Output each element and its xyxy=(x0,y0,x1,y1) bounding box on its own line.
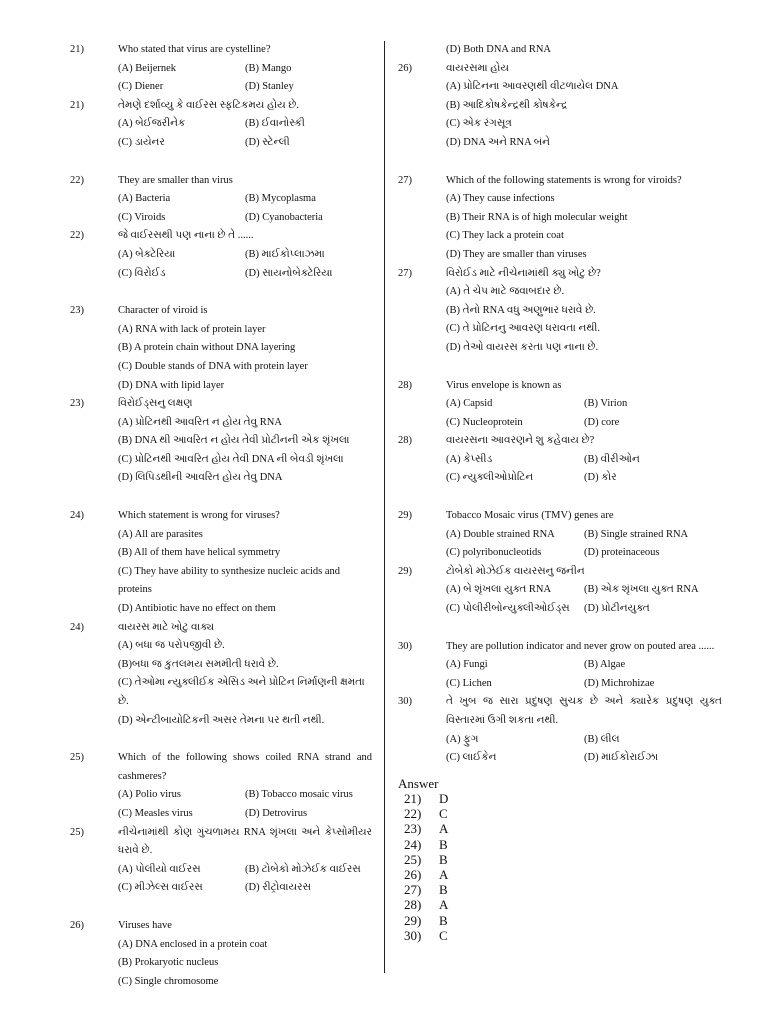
option-list xyxy=(118,637,372,730)
option-item: (D) સ્ટેન્લી xyxy=(245,136,290,148)
option-item: (D) માઈકોરાઈઝા xyxy=(584,752,659,764)
option-item: (B) Prokaryotic nucleus xyxy=(118,957,219,969)
option-item: (B) ઈવાનોસ્કી xyxy=(245,118,305,130)
question-block xyxy=(398,265,722,358)
option-item: (C) ન્યુક્લીઓપ્રોટિન xyxy=(446,472,534,484)
question-block xyxy=(70,302,372,395)
option-item: (C) તેઓમા ન્યુક્લીઈક એસિડ અને પ્રોટિન નિર્માણની ક્ષમતા છે. xyxy=(118,677,365,707)
answer-row xyxy=(398,821,722,836)
option-item: (B) ટોબેકો મોઝેઈક વાઈરસ xyxy=(245,863,361,875)
option-item: (C) Diener xyxy=(118,81,164,93)
option-item: (C) They have ability to synthesize nucleic acids and proteins xyxy=(118,565,340,596)
option-list xyxy=(118,115,372,152)
right-question-list xyxy=(398,41,722,768)
option-item: (D) proteinaceous xyxy=(584,547,660,559)
answer-row xyxy=(398,806,722,821)
option-item: (D) core xyxy=(584,416,620,428)
question-text: વાયરસમા હોય xyxy=(446,62,509,74)
option-item: (D) લિપિડથીની આવરિત હોય તેવુ DNA xyxy=(118,472,283,484)
question-text: They are pollution indicator and never grow on pouted area ...... xyxy=(446,640,715,652)
option-item: (A) તે ચેપ માટે જવાબદાર છે. xyxy=(446,286,565,298)
option-list xyxy=(446,526,722,563)
option-item: (A) All are parasites xyxy=(118,528,203,540)
option-item: (B) Their RNA is of high molecular weight xyxy=(446,211,628,223)
answer-number: 23) xyxy=(404,821,422,837)
option-item: (D) DNA with lipid layer xyxy=(118,379,225,391)
option-list xyxy=(446,78,722,152)
spacer xyxy=(70,730,372,749)
answer-row xyxy=(398,928,722,943)
answer-key-title: Answer xyxy=(398,775,439,791)
answer-number: 28) xyxy=(404,897,422,913)
question-number: 23) xyxy=(70,305,84,317)
option-item: (D) Detrovirus xyxy=(245,807,308,819)
answer-number: 21) xyxy=(404,790,422,806)
question-number: 29) xyxy=(398,510,412,522)
question-block xyxy=(70,395,372,488)
option-item: (C) ડાયેનર xyxy=(118,136,165,148)
question-text: તે ખુબ જ સારા પ્રદુષણ સુચક છે અને ક્યારેક પ્રદુષણ યુક્ત વિસ્તારમાં ઉગી શકતા નથી. xyxy=(446,696,722,726)
left-column xyxy=(70,41,372,991)
option-item: (C) તે પ્રોટિનનુ આવરણ ધરાવતા નથી. xyxy=(446,323,601,335)
question-block xyxy=(398,60,722,153)
option-item: (D) Antibiotic have no effect on them xyxy=(118,603,276,615)
answer-value: B xyxy=(439,836,448,852)
answer-row xyxy=(398,867,722,882)
option-item: (D) પ્રોટીનયુક્ત xyxy=(584,603,650,615)
option-item: (C) પોલીરીબોન્યુક્લીઓઈડ્સ xyxy=(446,603,570,615)
option-item: (D) તેઓ વાયરસ કરતા પણ નાના છે. xyxy=(446,341,599,353)
answer-number: 26) xyxy=(404,867,422,882)
option-item: (D) Michrohizae xyxy=(584,677,655,689)
option-list xyxy=(118,190,372,227)
spacer xyxy=(398,358,722,377)
option-item: (C) Lichen xyxy=(446,677,492,689)
question-number: 23) xyxy=(70,398,84,410)
question-block xyxy=(70,619,372,731)
answer-row xyxy=(398,897,722,912)
question-number: 21) xyxy=(70,99,84,111)
question-block xyxy=(398,638,722,694)
option-list xyxy=(446,283,722,357)
answer-value: A xyxy=(439,867,449,882)
question-block xyxy=(398,172,722,265)
question-text: Virus envelope is known as xyxy=(446,379,562,391)
option-item: (A) Fungi xyxy=(446,659,488,671)
question-number: 30) xyxy=(398,696,412,708)
spacer xyxy=(398,619,722,638)
option-item: (B) Virion xyxy=(584,398,628,410)
option-item: (A) બધા જ પરોપજીવી છે. xyxy=(118,640,225,652)
option-list xyxy=(118,414,372,488)
option-item: (A) RNA with lack of protein layer xyxy=(118,323,266,335)
option-list xyxy=(118,60,372,97)
option-item: (D) Stanley xyxy=(245,81,294,93)
question-text: Tobacco Mosaic virus (TMV) genes are xyxy=(446,510,614,522)
question-number: 28) xyxy=(398,435,412,447)
option-list xyxy=(446,451,722,488)
option-item: (B) તેનો RNA વધુ અણુભાર ધરાવે છે. xyxy=(446,304,596,316)
question-text: Which statement is wrong for viruses? xyxy=(118,510,280,522)
option-item: (C) પ્રોટિનથી આવરિત હોય તેવી DNA ની બેવડી શૃંખલા xyxy=(118,453,344,465)
option-item: (B) Algae xyxy=(584,659,626,671)
option-item: (D) DNA અને RNA બંને xyxy=(446,136,550,148)
option-list xyxy=(118,936,372,992)
question-number: 27) xyxy=(398,174,412,186)
question-text: વિરોઈડ્સનુ લક્ષણ xyxy=(118,398,193,410)
option-item: (D) Cyanobacteria xyxy=(245,211,323,223)
option-item: (A) Bacteria xyxy=(118,193,171,205)
question-text: They are smaller than virus xyxy=(118,174,233,186)
option-item: (A) Double strained RNA xyxy=(446,528,555,540)
option-item: (B) Tobacco mosaic virus xyxy=(245,789,353,801)
option-item: (B) All of them have helical symmetry xyxy=(118,547,281,559)
answer-value: D xyxy=(439,790,449,806)
option-item: (B) A protein chain without DNA layering xyxy=(118,342,296,354)
option-item: (A) પ્રોટિનના આવરણથી વીટળાયેલ DNA xyxy=(446,81,619,93)
option-list xyxy=(446,190,722,264)
question-block xyxy=(398,563,722,619)
question-number: 29) xyxy=(398,565,412,577)
question-number: 28) xyxy=(398,379,412,391)
question-block xyxy=(70,227,372,283)
option-item: (C) They lack a protein coat xyxy=(446,230,564,242)
option-item: (D) સાયનોબેક્ટેરિયા xyxy=(245,267,333,279)
option-list xyxy=(446,656,722,693)
answer-number: 29) xyxy=(404,912,422,928)
question-number: 25) xyxy=(70,826,84,838)
question-block xyxy=(70,172,372,228)
answer-row xyxy=(398,791,722,806)
option-list xyxy=(446,581,722,618)
question-text: નીચેનામાંથી કોણ ગુંચળામય RNA શૃંખલા અને કેપ્સોમીયર ધરાવે છે. xyxy=(118,826,372,857)
spacer xyxy=(70,283,372,302)
question-block xyxy=(70,824,372,898)
option-item: (C) Double stands of DNA with protein layer xyxy=(118,360,308,372)
spacer xyxy=(398,153,722,172)
answer-value: B xyxy=(439,851,448,867)
option-item: (D) કોર xyxy=(584,472,617,484)
option-item: (A) પ્રોટિનથી આવરિત ન હોય તેવુ RNA xyxy=(118,416,282,428)
option-item: (B) વીરીઓન xyxy=(584,453,640,465)
option-item: (B) માઈકોપ્લાઝમા xyxy=(245,248,325,260)
option-item: (B) Mycoplasma xyxy=(245,193,316,205)
question-number: 22) xyxy=(70,230,84,242)
question-number: 30) xyxy=(398,640,412,652)
answer-value: B xyxy=(439,912,448,928)
option-item: (D) They are smaller than viruses xyxy=(446,248,587,260)
question-text: Viruses have xyxy=(118,919,172,931)
option-list xyxy=(446,395,722,432)
option-item: (D) એન્ટીબાયોટિકની અસર તેમના પર થતી નથી. xyxy=(118,714,325,726)
question-text: જે વાઈરસથી પણ નાના છે તે ...... xyxy=(118,230,254,242)
answer-value: B xyxy=(439,882,448,898)
option-item: (B) આદિકોષકેન્દ્રથી કોષકેન્દ્ર xyxy=(446,99,568,111)
answer-key-list xyxy=(398,791,722,943)
option-item: (C) લાઈકેન xyxy=(446,752,497,764)
spacer xyxy=(398,488,722,507)
option-item: (A) DNA enclosed in a protein coat xyxy=(118,938,268,950)
option-list xyxy=(446,731,722,768)
answer-value: A xyxy=(439,897,449,913)
answer-number: 30) xyxy=(404,927,422,943)
question-block xyxy=(398,377,722,433)
option-item: (B) Mango xyxy=(245,62,292,74)
answer-value: A xyxy=(439,821,449,837)
answer-key xyxy=(398,776,722,943)
option-item: (B) Single strained RNA xyxy=(584,528,689,540)
answer-row xyxy=(398,913,722,928)
question-block xyxy=(70,97,372,153)
option-item: (C) મીઝેલ્સ વાઈરસ xyxy=(118,882,203,894)
question-block xyxy=(398,693,722,767)
option-list xyxy=(118,861,372,898)
question-text: Character of viroid is xyxy=(118,305,208,317)
option-list xyxy=(118,526,372,619)
answer-number: 27) xyxy=(404,882,422,898)
answer-row xyxy=(398,882,722,897)
spacer xyxy=(70,898,372,917)
answer-row xyxy=(398,837,722,852)
question-text: વાયરસના આવરણને શુ કહેવાય છે? xyxy=(446,435,595,447)
question-number: 22) xyxy=(70,174,84,186)
option-item: (A) They cause infections xyxy=(446,193,555,205)
question-number: 24) xyxy=(70,621,84,633)
option-item: (A) બેઈજરીનેક xyxy=(118,118,186,130)
option-item: (C) Nucleoprotein xyxy=(446,416,523,428)
option-item: (A) Capsid xyxy=(446,398,493,410)
question-text: વિરોઈડ માટે નીચેનામાંથી ક્યુ ખોટુ છે? xyxy=(446,267,601,279)
question-number: 26) xyxy=(398,62,412,74)
option-list xyxy=(118,321,372,395)
answer-number: 22) xyxy=(404,806,422,822)
option-item: (C) વિરોઈડ xyxy=(118,267,166,279)
question-text: Who stated that virus are cystelline? xyxy=(118,44,271,55)
question-block xyxy=(70,749,372,823)
right-column xyxy=(398,41,722,943)
option-item: (B) એક શૃંખલા યુક્ત RNA xyxy=(584,584,699,596)
option-item: (B) DNA થી આવરિત ન હોય તેવી પ્રોટીનની એક શૃંખલા xyxy=(118,435,350,447)
spacer xyxy=(70,153,372,172)
question-block xyxy=(398,432,722,488)
answer-row xyxy=(398,852,722,867)
option-item: (A) પોલીયો વાઈરસ xyxy=(118,863,201,875)
option-list xyxy=(118,786,372,823)
question-block xyxy=(70,507,372,619)
option-item: (A) કેપ્સીડ xyxy=(446,453,493,465)
option-item: (C) Viroids xyxy=(118,211,166,223)
question-text: તેમણે દર્શાવ્યુ કે વાઈરસ સ્ફટિકમય હોય છે. xyxy=(118,99,300,111)
option-item: (B)બધા જ કુંતલમય સમમીતી ધરાવે છે. xyxy=(118,658,279,670)
question-text: Which of the following statements is wrong for viroids? xyxy=(446,174,682,186)
question-text: Which of the following shows coiled RNA strand and cashmeres? xyxy=(118,752,372,782)
option-item: (B) લીલ xyxy=(584,733,620,745)
answer-value: C xyxy=(439,927,448,943)
spacer xyxy=(70,488,372,507)
column-divider xyxy=(384,41,385,973)
option-item: (C) એક રંગસૂત્ર xyxy=(446,118,512,130)
option-item: (A) Beijernek xyxy=(118,62,177,74)
option-item: (A) બેક્ટેરિયા xyxy=(118,248,176,260)
option-item: (C) polyribonucleotids xyxy=(446,547,542,559)
question-block xyxy=(70,41,372,97)
answer-number: 25) xyxy=(404,851,422,867)
option-item: (A) ફુગ xyxy=(446,733,479,745)
option-item: (D) રીટ્રોવાયરસ xyxy=(245,882,312,894)
question-number: 21) xyxy=(70,44,84,55)
option-item: (A) બે શૃંખલા યુક્ત RNA xyxy=(446,584,552,596)
question-number: 24) xyxy=(70,510,84,522)
answer-number: 24) xyxy=(404,836,422,852)
option-item: (A) Polio virus xyxy=(118,789,181,801)
option-list xyxy=(446,41,722,60)
question-block xyxy=(70,917,372,991)
question-number: 26) xyxy=(70,919,84,931)
question-block xyxy=(398,41,722,60)
question-text: વાયરસ માટે ખોટુ વાક્ય xyxy=(118,621,215,633)
option-item: (C) Single chromosome xyxy=(118,975,219,987)
answer-value: C xyxy=(439,806,448,822)
question-block xyxy=(398,507,722,563)
option-list xyxy=(118,246,372,283)
question-text: ટોબેકો મોઝેઈક વાયરસનુ જનીન xyxy=(446,565,585,577)
option-item: (C) Measles virus xyxy=(118,807,193,819)
option-item: (D) Both DNA and RNA xyxy=(446,44,551,55)
question-number: 27) xyxy=(398,267,412,279)
question-number: 25) xyxy=(70,752,84,764)
